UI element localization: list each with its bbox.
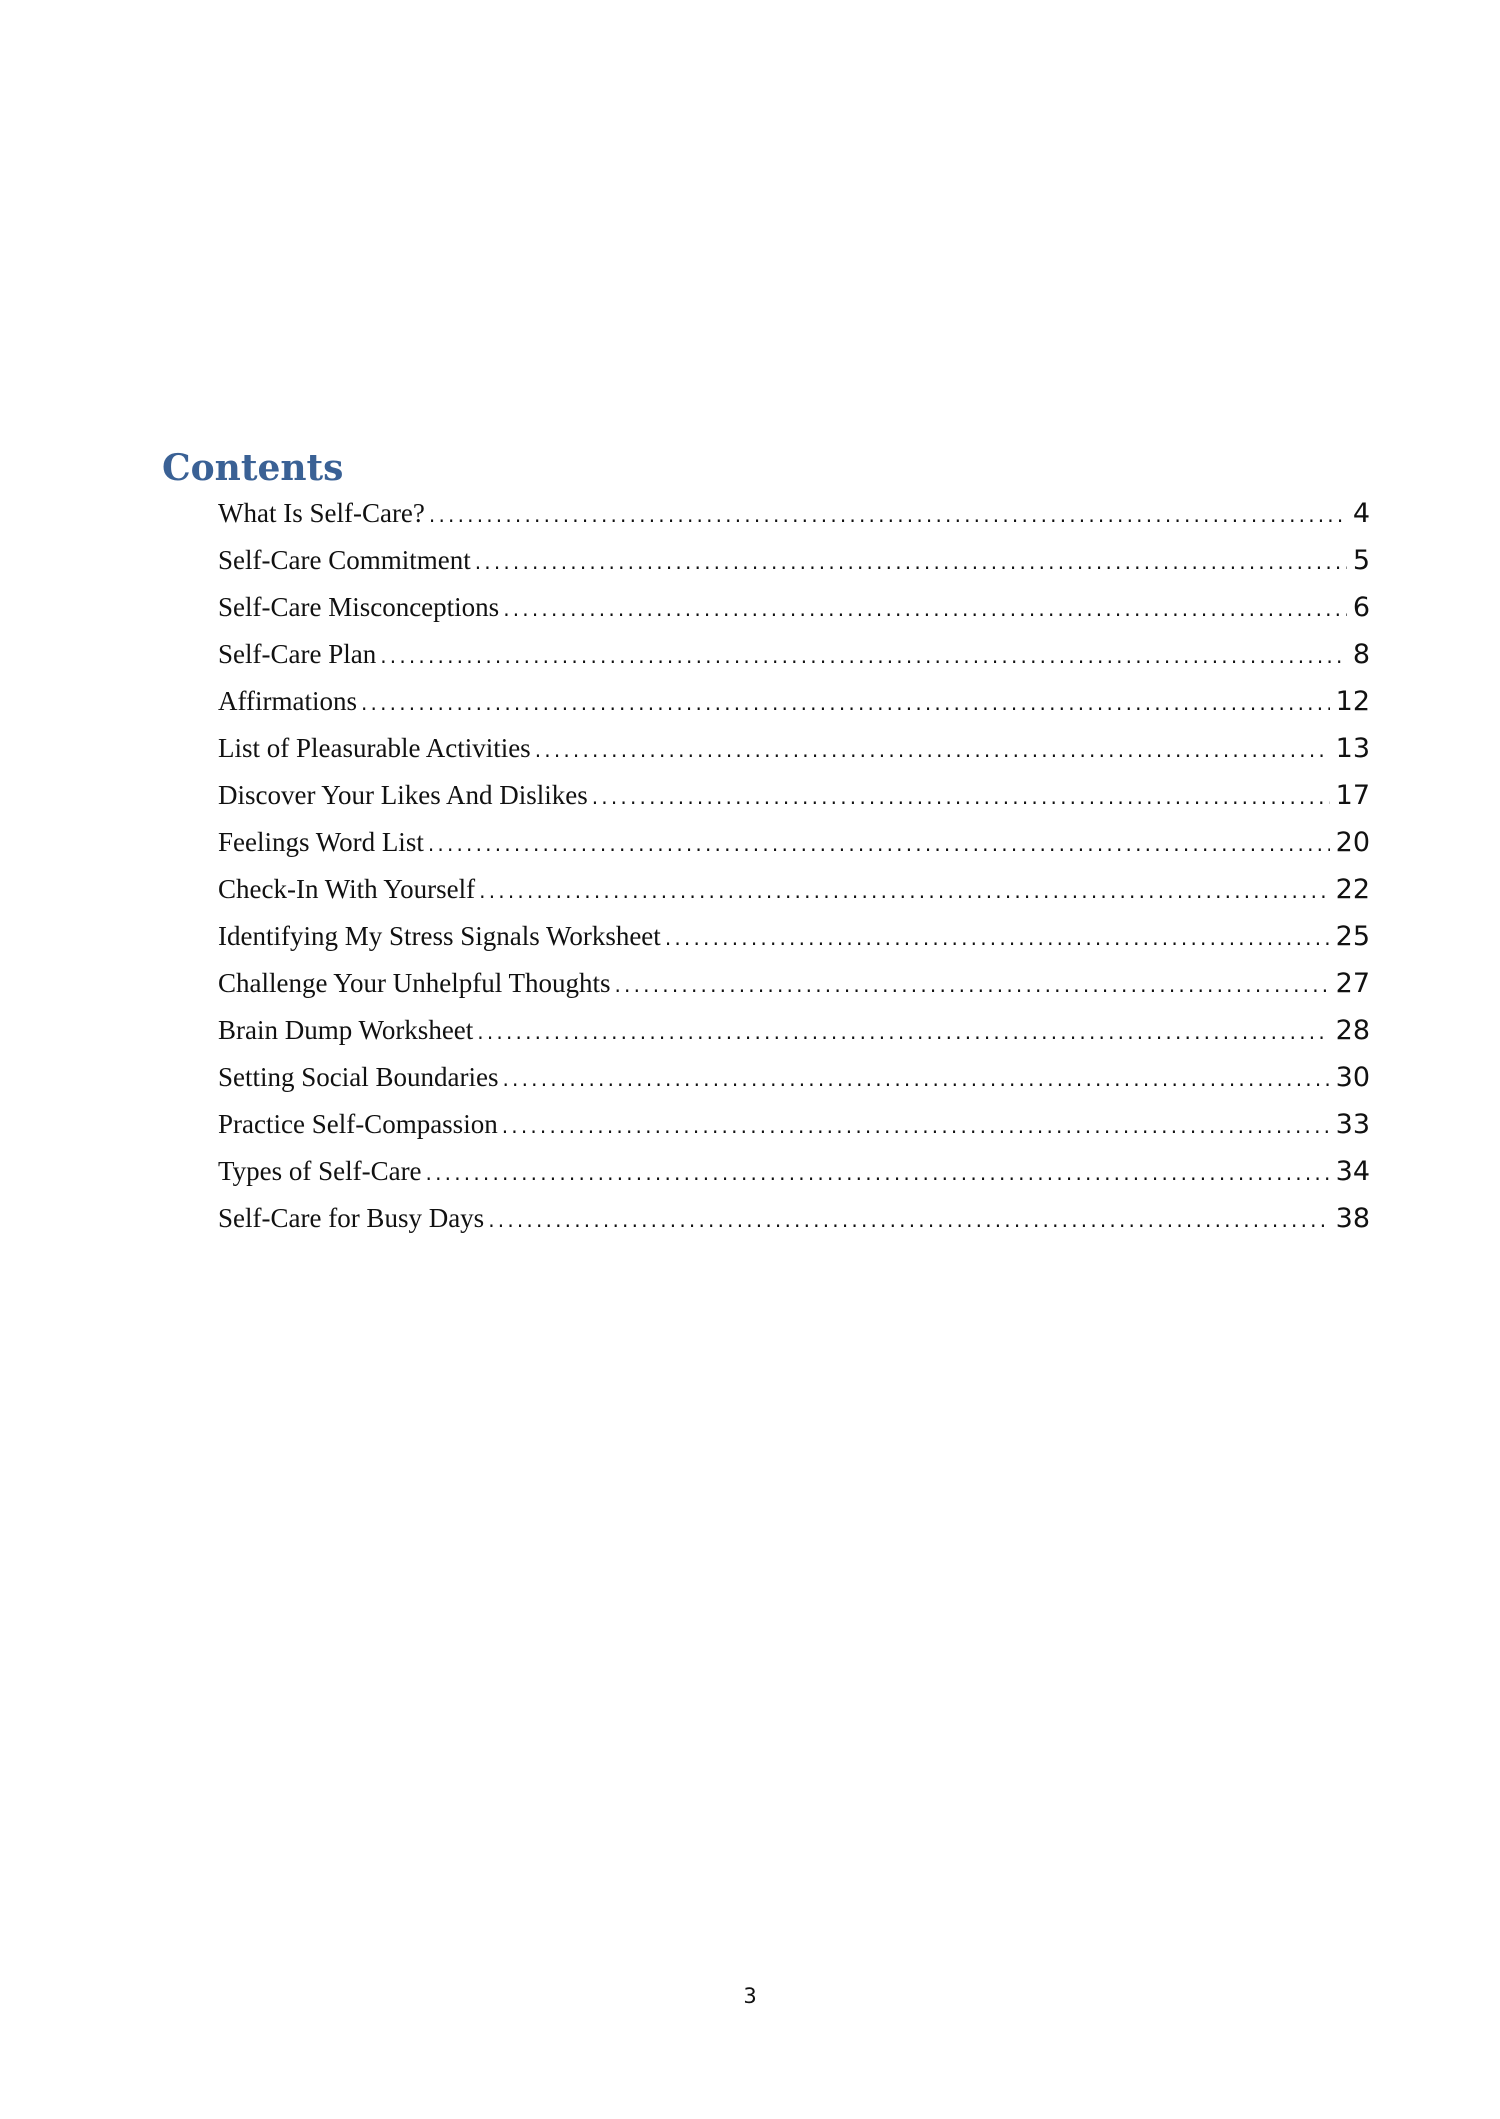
dot-leader (615, 962, 1330, 1009)
toc-entry[interactable] (218, 866, 1370, 913)
toc-entry-page: 38 (1335, 1203, 1370, 1234)
dot-leader (380, 633, 1347, 680)
toc-entry[interactable] (218, 725, 1370, 772)
toc-entry[interactable] (218, 490, 1370, 537)
toc-entry-page: 28 (1335, 1015, 1370, 1046)
toc-entry-title: Setting Social Boundaries (218, 1062, 499, 1092)
toc-entry[interactable] (218, 537, 1370, 584)
toc-entry-title: List of Pleasurable Activities (218, 733, 531, 763)
page-number: 3 (743, 1984, 757, 2008)
toc-entry-title: Challenge Your Unhelpful Thoughts (218, 968, 611, 998)
toc-entry[interactable] (218, 1148, 1370, 1195)
toc-entry[interactable] (218, 1101, 1370, 1148)
toc-entry-page: 27 (1335, 968, 1370, 999)
toc-entry-title: Identifying My Stress Signals Worksheet (218, 921, 661, 951)
toc-entry-page: 6 (1352, 592, 1370, 623)
toc-entry-title: Self-Care for Busy Days (218, 1203, 485, 1233)
dot-leader (503, 586, 1347, 633)
toc-entry-title: Self-Care Plan (218, 639, 377, 669)
toc-entry-page: 5 (1352, 545, 1370, 576)
toc-entry-title: Check-In With Yourself (218, 874, 476, 904)
toc-heading: Contents (162, 447, 344, 489)
toc-entry-title: What Is Self-Care? (218, 498, 425, 528)
dot-leader (502, 1103, 1330, 1150)
toc-entry[interactable] (218, 678, 1370, 725)
dot-leader (592, 774, 1330, 821)
toc-entry-page: 4 (1352, 498, 1370, 529)
toc-entry-title: Practice Self-Compassion (218, 1109, 498, 1139)
toc-entry-page: 33 (1335, 1109, 1370, 1140)
toc-entry-title: Self-Care Misconceptions (218, 592, 500, 622)
toc-entry-page: 34 (1335, 1156, 1370, 1187)
dot-leader (428, 821, 1330, 868)
toc-entry[interactable] (218, 584, 1370, 631)
toc-entry[interactable] (218, 913, 1370, 960)
toc-entry-title: Self-Care Commitment (218, 545, 471, 575)
toc-entry-page: 17 (1335, 780, 1370, 811)
dot-leader (488, 1197, 1329, 1244)
toc-entry[interactable] (218, 1007, 1370, 1054)
toc-entry-page: 30 (1335, 1062, 1370, 1093)
dot-leader (361, 680, 1330, 727)
toc-entry-page: 22 (1335, 874, 1370, 905)
toc-entry[interactable] (218, 772, 1370, 819)
dot-leader (475, 539, 1347, 586)
toc-entry[interactable] (218, 631, 1370, 678)
toc-entry-page: 8 (1352, 639, 1370, 670)
toc-entry-title: Brain Dump Worksheet (218, 1015, 474, 1045)
toc-entry-page: 13 (1335, 733, 1370, 764)
toc-entry-title: Feelings Word List (218, 827, 424, 857)
toc-entry-page: 12 (1335, 686, 1370, 717)
toc-entry-title: Discover Your Likes And Dislikes (218, 780, 588, 810)
toc-entry-title: Types of Self-Care (218, 1156, 422, 1186)
dot-leader (429, 492, 1347, 539)
table-of-contents (218, 490, 1370, 1242)
dot-leader (665, 915, 1330, 962)
toc-entry-page: 25 (1335, 921, 1370, 952)
toc-entry-title: Affirmations (218, 686, 357, 716)
toc-entry[interactable] (218, 960, 1370, 1007)
dot-leader (426, 1150, 1330, 1197)
dot-leader (535, 727, 1330, 774)
toc-entry[interactable] (218, 1195, 1370, 1242)
dot-leader (477, 1009, 1329, 1056)
dot-leader (502, 1056, 1329, 1103)
toc-entry-page: 20 (1335, 827, 1370, 858)
dot-leader (479, 868, 1329, 915)
toc-entry[interactable] (218, 1054, 1370, 1101)
toc-entry[interactable] (218, 819, 1370, 866)
